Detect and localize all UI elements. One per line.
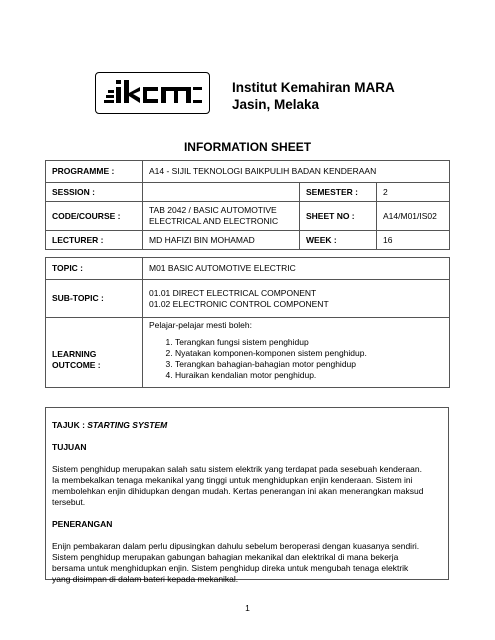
lecturer-row [46,231,450,250]
subtopic-row [46,280,450,318]
penerangan-heading: PENERANGAN [52,519,113,529]
week-value: 16 [377,231,450,250]
session-label: SESSION : [46,183,143,202]
code-label: CODE/COURSE : [46,202,143,231]
institute-name: Institut Kemahiran MARA [232,80,395,95]
subtopic-list [143,280,450,318]
outcome-row [46,318,450,388]
week-label: WEEK : [300,231,377,250]
topic-table [45,257,450,388]
tujuan-heading: TUJUAN [52,442,87,452]
tujuan-line: membolehkan enjin dihidupkan dengan mudah. Kertas penerangan ini akan menerangkan maksud [52,486,424,496]
outcome-list [149,337,443,381]
code-value-line2: ELECTRICAL AND ELECTRONIC [149,216,279,226]
tujuan-line: tersebut. [52,497,86,507]
outcome-item: 3. Terangkan bahagian-bahagian motor penghidup [175,359,443,370]
sheet-value: A14/M01/IS02 [377,202,450,231]
tajuk-prefix: TAJUK : [52,420,88,430]
outcome-intro: Pelajar-pelajar mesti boleh: [149,320,252,330]
session-value [143,183,300,202]
subtopic-item: 01.02 ELECTRONIC CONTROL COMPONENT [149,298,329,309]
topic-value: M01 BASIC AUTOMOTIVE ELECTRIC [143,258,450,280]
session-row [46,183,450,202]
ikm-logo [95,72,210,114]
sheet-label: SHEET NO : [300,202,377,231]
course-info-table [45,160,450,250]
ikm-logo-graphic [96,73,208,112]
tajuk-title: STARTING SYSTEM [87,420,168,430]
topic-row [46,258,450,280]
penerangan-line: bersama untuk menghidupkan enjin. Sistem penghidup direka untuk mengubah tenaga elektrik [52,563,409,573]
institute-header [232,79,395,113]
outcome-item: 4. Huraikan kendalian motor penghidup. [175,370,443,381]
code-value-line1: TAB 2042 / BASIC AUTOMOTIVE [149,205,277,215]
code-row [46,202,450,231]
tujuan-line: Sistem penghidup merupakan salah satu sistem elektrik yang terdapat pada sesebuah kenderaan. [52,464,422,474]
content-section [45,407,449,584]
document-title: INFORMATION SHEET [183,140,312,154]
penerangan-line: Sistem penghidup merupakan gabungan bahagian mekanikal dan elektrikal di mana bekerja [52,552,399,562]
outcome-item: 2. Nyatakan komponen-komponen sistem penghidup. [175,348,443,359]
penerangan-line: Enijn pembakaran dalam perlu dipusingkan dahulu sebelum beroperasi dengan kuasanya sendiri. [52,541,420,551]
tujuan-line: Ia membekalkan tenaga mekanikal yang tinggi untuk menghidupkan enjin kenderaan. Sistem ini [52,475,413,485]
outcome-label-line2: OUTCOME : [52,359,101,370]
penerangan-line: yang disimpan di dalam bateri kepada mekanikal. [52,574,239,584]
subtopic-label: SUB-TOPIC : [46,280,143,318]
page-number: 1 [245,603,250,613]
lecturer-label: LECTURER : [46,231,143,250]
outcome-item: 1. Terangkan fungsi sistem penghidup [175,337,443,348]
programme-row [46,161,450,183]
lecturer-value: MD HAFIZI BIN MOHAMAD [143,231,300,250]
code-value [143,202,300,231]
outcome-label [46,318,143,388]
tajuk-heading [52,420,442,431]
outcome-label-line1: LEARNING [52,348,97,359]
semester-label: SEMESTER : [300,183,377,202]
institute-location: Jasin, Melaka [232,97,320,112]
programme-label: PROGRAMME : [46,161,143,183]
outcome-content [143,318,450,388]
semester-value: 2 [377,183,450,202]
topic-label: TOPIC : [46,258,143,280]
penerangan-paragraph [52,541,442,585]
programme-value: A14 - SIJIL TEKNOLOGI BAIKPULIH BADAN KENDERAAN [143,161,450,183]
subtopic-item: 01.01 DIRECT ELECTRICAL COMPONENT [149,287,317,298]
tujuan-paragraph [52,464,442,508]
